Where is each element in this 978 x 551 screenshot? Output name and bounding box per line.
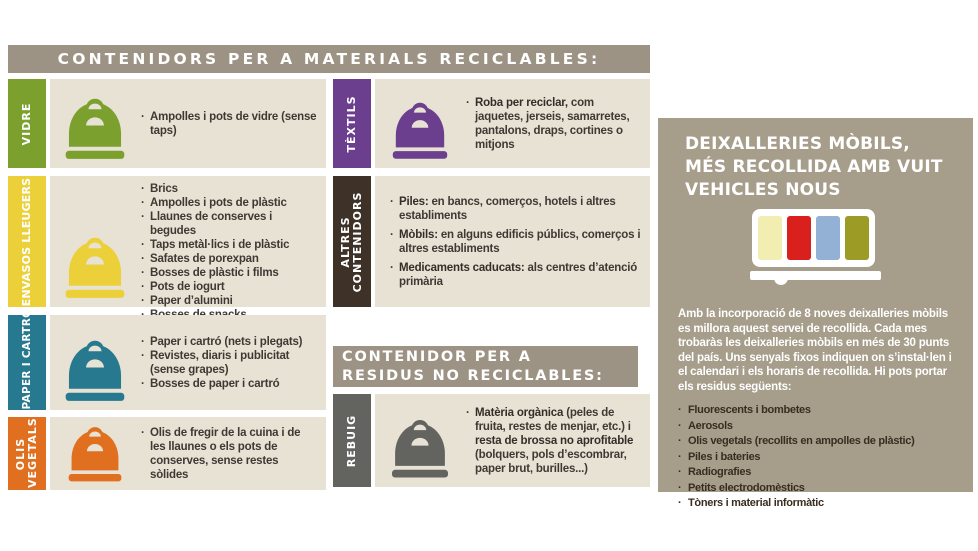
category-row-envasos [8, 176, 326, 307]
text-line: DEIXALLERIES MÒBILS, [685, 134, 910, 154]
container-icon-wrap [375, 394, 465, 487]
bullet-dot: · [141, 295, 145, 307]
trailer-illustration [750, 209, 881, 267]
category-label: OLIS VEGETALS [14, 416, 39, 488]
category-sidebar [333, 79, 371, 168]
category-sidebar [333, 394, 371, 487]
container-icon-wrap [50, 417, 140, 490]
category-content [50, 176, 326, 307]
wheel-icon [774, 271, 788, 285]
category-label: REBUIG [345, 414, 358, 467]
bullet-dot: · [390, 228, 394, 241]
list-item: · Piles: en bancs, comerços, hotels i altres establiments [390, 195, 616, 222]
text-line: VEHICLES NOUS [685, 180, 841, 200]
textile-container-icon [386, 97, 454, 163]
category-content [375, 176, 650, 307]
bullet-dot: · [390, 195, 394, 208]
mobile-deixalleries-panel [658, 118, 973, 509]
list-item: · Bosses de paper i cartró [141, 377, 280, 390]
category-content [50, 417, 326, 490]
bullet-dot: · [141, 183, 145, 195]
plastics-container-icon [58, 232, 132, 302]
item-list [465, 400, 650, 482]
text-line: MÉS RECOLLIDA AMB VUIT [685, 157, 943, 177]
bullet-dot: · [141, 197, 145, 209]
list-item: · Taps metàl·lics i de plàstic [141, 239, 290, 251]
category-label: ENVASOS LLEUGERS [20, 177, 33, 306]
item-list [140, 420, 326, 488]
container-color-cell [845, 216, 869, 260]
item-list [375, 189, 650, 295]
category-row-olis [8, 417, 326, 490]
container-color-cell [816, 216, 840, 260]
category-row-paper [8, 308, 326, 410]
list-item: · Paper d’alumini [141, 295, 233, 307]
list-item: · Radiografies [678, 465, 965, 481]
list-item: · Mòbils: en alguns edificis públics, comerços i altres establiments [390, 228, 641, 255]
item-list [140, 329, 326, 397]
list-item: · Bosses de plàstic i films [141, 267, 279, 279]
bullet-dot: · [390, 261, 394, 274]
panel-paragraph: Amb la incorporació de 8 noves deixalleries mòbils es millora aquest servei de recollida. Cada mes trobaràs les deixalleries mòbils en més de 30 punts del país. Uns senyals fixos indiquen on s’instal·len i el calendari i els horaris de recollida. Hi pots portar els residus següents: [678, 308, 952, 393]
list-item: · Pots de iogurt [141, 281, 225, 293]
bullet-dot: · [678, 497, 682, 509]
container-icon-wrap [50, 79, 140, 168]
trailer-bar [750, 271, 881, 280]
category-content [375, 79, 650, 168]
text-line: CONTENIDOR PER A [342, 348, 532, 365]
list-item: · Roba per reciclar, com jaquetes, jerseis, samarretes, pantalons, draps, cortines o mitjons [466, 96, 630, 151]
category-sidebar [8, 176, 46, 307]
text-line: RESIDUS NO RECICLABLES: [342, 367, 604, 384]
list-item: · Ampolles i pots de plàstic [141, 197, 287, 209]
bullet-dot: · [141, 335, 145, 348]
container-icon-wrap [375, 79, 465, 168]
list-item: · Olis de fregir de la cuina i de les llaunes o els pots de conserves, sense restes sòlides [141, 426, 301, 481]
panel-bullet-list [678, 403, 965, 512]
category-content [50, 315, 326, 410]
category-row-altres-contenidors [333, 176, 650, 307]
bullet-dot: · [141, 110, 145, 123]
category-label: TÈXTILS [345, 94, 358, 153]
list-item: · Fluorescents i bombetes [678, 403, 965, 419]
category-label: PAPER I CARTRÓ [21, 308, 33, 409]
recyclable-header: CONTENIDORS PER A MATERIALS RECICLABLES: [8, 45, 650, 73]
category-sidebar [333, 176, 371, 307]
item-list [140, 176, 326, 328]
bullet-dot: · [141, 211, 145, 223]
panel-title [685, 133, 953, 202]
container-icon-wrap [50, 315, 140, 410]
list-item: · Paper i cartró (nets i plegats) [141, 335, 303, 348]
category-row-vidre [8, 79, 326, 168]
bullet-dot: · [141, 426, 145, 439]
list-item: · Ampolles i pots de vidre (sense taps) [141, 110, 317, 137]
bullet-dot: · [141, 239, 145, 251]
list-item: · Safates de porexpan [141, 253, 259, 265]
bullet-dot: · [141, 267, 145, 279]
category-sidebar [8, 308, 46, 410]
container-icon-wrap [50, 176, 140, 307]
trailer-chassis [750, 271, 881, 301]
list-item: · Petits electrodomèstics [678, 481, 965, 497]
waste-container-icon [385, 414, 455, 482]
bullet-dot: · [141, 281, 145, 293]
bullet-dot: · [141, 377, 145, 390]
bullet-dot: · [141, 349, 145, 362]
bullet-dot: · [678, 435, 682, 447]
list-item: · Medicaments caducats: als centres d’atenció primària [390, 261, 638, 288]
bullet-dot: · [678, 419, 682, 432]
list-item: · Matèria orgànica (peles de fruita, restes de menjar, etc.) i resta de brossa no aprofitable (bolquers, pols d’escombrar, paper brut, burilles...) [466, 406, 634, 475]
bullet-dot: · [678, 466, 682, 478]
list-item: · Piles i bateries [678, 450, 965, 466]
category-content [50, 79, 326, 168]
category-row-textils [333, 79, 650, 168]
list-item: · Tòners i material informàtic [678, 496, 965, 512]
bullet-dot: · [678, 450, 682, 463]
category-sidebar [8, 79, 46, 168]
list-item: · Olis vegetals (recollits en ampolles de plàstic) [678, 434, 965, 450]
category-label: ALTRES CONTENIDORS [339, 191, 364, 292]
list-item: · Brics [141, 183, 178, 195]
bullet-dot: · [466, 96, 470, 109]
oil-container-icon [62, 422, 128, 485]
category-row-rebuig [333, 394, 650, 487]
nonrecyclable-header [333, 346, 638, 387]
trailer-container-box [752, 209, 875, 267]
category-sidebar [8, 417, 46, 490]
list-item: · Llaunes de conserves i begudes [141, 211, 273, 237]
glass-container-icon [58, 93, 132, 163]
item-list [140, 104, 326, 144]
bullet-dot: · [466, 406, 470, 419]
item-list [465, 90, 650, 158]
container-color-cell [787, 216, 811, 260]
bullet-dot: · [141, 253, 145, 265]
category-label: VIDRE [20, 102, 33, 145]
container-color-cell [758, 216, 782, 260]
category-content [375, 394, 650, 487]
list-item: · Revistes, diaris i publicitat (sense grapes) [141, 349, 290, 376]
paper-container-icon [58, 335, 132, 405]
list-item: · Aerosols [678, 419, 965, 435]
bullet-dot: · [678, 481, 682, 494]
bullet-dot: · [678, 404, 682, 416]
